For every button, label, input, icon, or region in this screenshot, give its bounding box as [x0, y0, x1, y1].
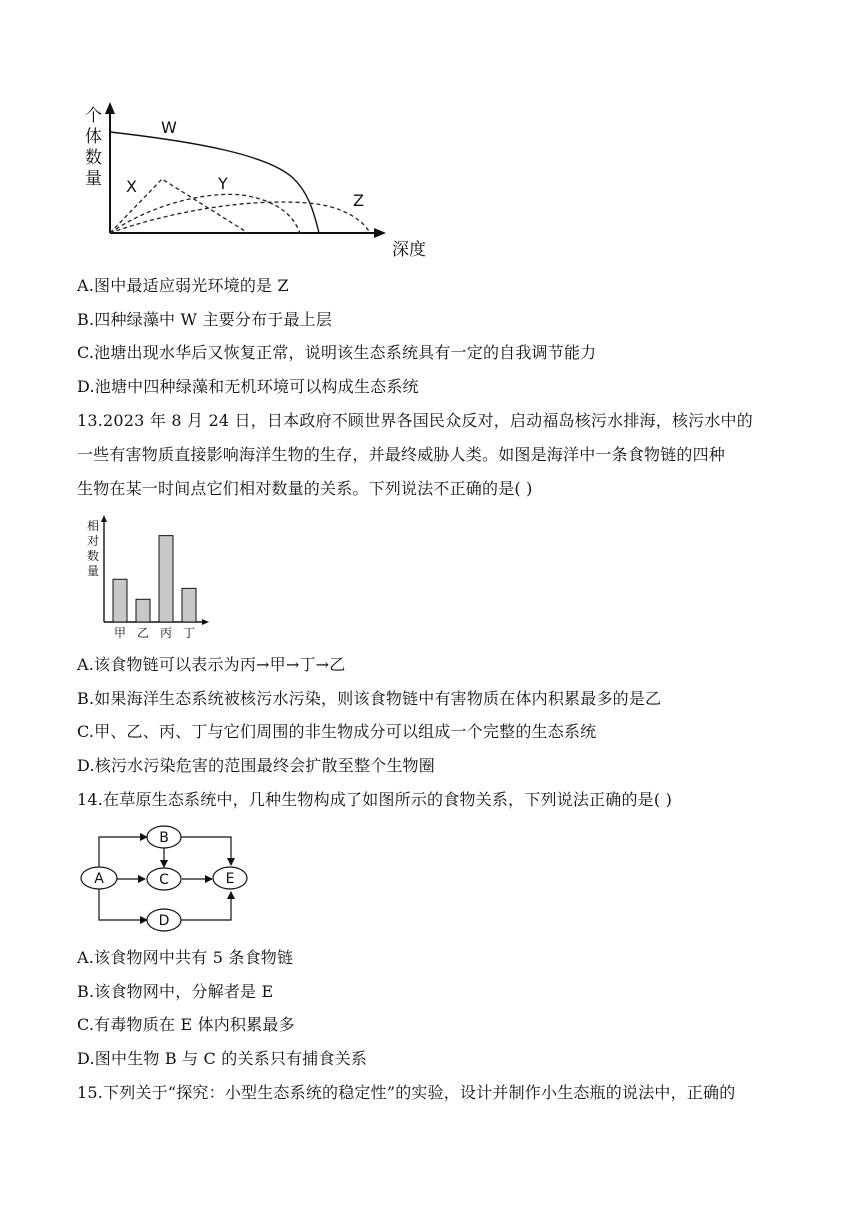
- q13-stem-line-3: 生物在某一时间点它们相对数量的关系。下列说法不正确的是( ): [77, 479, 533, 498]
- bar-1: [113, 579, 127, 622]
- edge-a-d: [99, 889, 147, 920]
- bar-y-label-2: 对: [87, 534, 100, 548]
- x-axis-label: 深度: [392, 240, 426, 260]
- q12-option-a: A.图中最适应弱光环境的是 Z: [77, 276, 289, 295]
- node-b: B: [159, 830, 169, 846]
- bar-y-label-1: 相: [87, 519, 100, 533]
- edge-d-e: [181, 892, 231, 920]
- q13-stem-line-1: 13.2023 年 8 月 24 日，日本政府不顾世界各国民众反对，启动福岛核污水排海，核污水中的: [77, 411, 753, 430]
- node-e: E: [225, 871, 235, 887]
- label-z: Z: [353, 191, 364, 210]
- q14-option-b: B.该食物网中，分解者是 E: [77, 982, 274, 1001]
- depth-chart: [78, 100, 448, 265]
- q13-option-b: B.如果海洋生态系统被核污水污染，则该食物链中有害物质在体内积累最多的是乙: [77, 689, 662, 708]
- edge-a-b: [99, 837, 147, 867]
- bar-y-label-4: 量: [87, 564, 100, 578]
- label-w: W: [161, 118, 177, 137]
- y-axis-label-2: 体: [85, 127, 102, 147]
- food-web-diagram: [78, 822, 258, 942]
- y-axis-label-1: 个: [85, 106, 102, 126]
- edge-b-e: [181, 837, 231, 865]
- q13-option-c: C.甲、乙、丙、丁与它们周围的非生物成分可以组成一个完整的生态系统: [77, 722, 597, 741]
- bar-label-2: 乙: [136, 626, 150, 640]
- y-axis-label-4: 量: [85, 169, 102, 189]
- node-a: A: [94, 871, 104, 887]
- bar-2: [136, 599, 150, 622]
- q14-option-c: C.有毒物质在 E 体内积累最多: [77, 1015, 295, 1034]
- q13-option-d: D.核污水污染危害的范围最终会扩散至整个生物圈: [77, 756, 435, 775]
- q12-option-b: B.四种绿藻中 W 主要分布于最上层: [77, 310, 333, 329]
- q14-option-d: D.图中生物 B 与 C 的关系只有捕食关系: [77, 1049, 368, 1068]
- curve-y: [110, 194, 300, 233]
- bar-3: [159, 536, 173, 622]
- q13-option-a: A.该食物链可以表示为丙→甲→丁→乙: [77, 655, 346, 674]
- curve-w: [110, 132, 319, 233]
- q14-option-a: A.该食物网中共有 5 条食物链: [77, 948, 294, 967]
- q15-stem: 15.下列关于“探究：小型生态系统的稳定性”的实验，设计并制作小生态瓶的说法中，正确的: [77, 1083, 736, 1102]
- q13-stem-line-2: 一些有害物质直接影响海洋生物的生存，并最终威胁人类。如图是海洋中一条食物链的四种: [77, 445, 726, 464]
- q12-option-d: D.池塘中四种绿藻和无机环境可以构成生态系统: [77, 377, 419, 396]
- label-x: X: [126, 177, 137, 196]
- node-c: C: [159, 872, 169, 888]
- bar-4: [182, 588, 196, 622]
- relative-quantity-bar-chart: [84, 512, 214, 642]
- curve-z: [110, 202, 370, 233]
- bar-label-3: 丙: [159, 626, 173, 640]
- node-d: D: [158, 913, 170, 929]
- label-y: Y: [218, 174, 228, 193]
- bar-label-4: 丁: [182, 626, 196, 640]
- q12-option-c: C.池塘出现水华后又恢复正常，说明该生态系统具有一定的自我调节能力: [77, 343, 597, 362]
- y-axis-label-3: 数: [85, 148, 102, 168]
- bar-label-1: 甲: [113, 626, 127, 640]
- q14-stem: 14.在草原生态系统中，几种生物构成了如图所示的食物关系，下列说法正确的是( ): [77, 790, 673, 809]
- bar-y-label-3: 数: [87, 549, 100, 563]
